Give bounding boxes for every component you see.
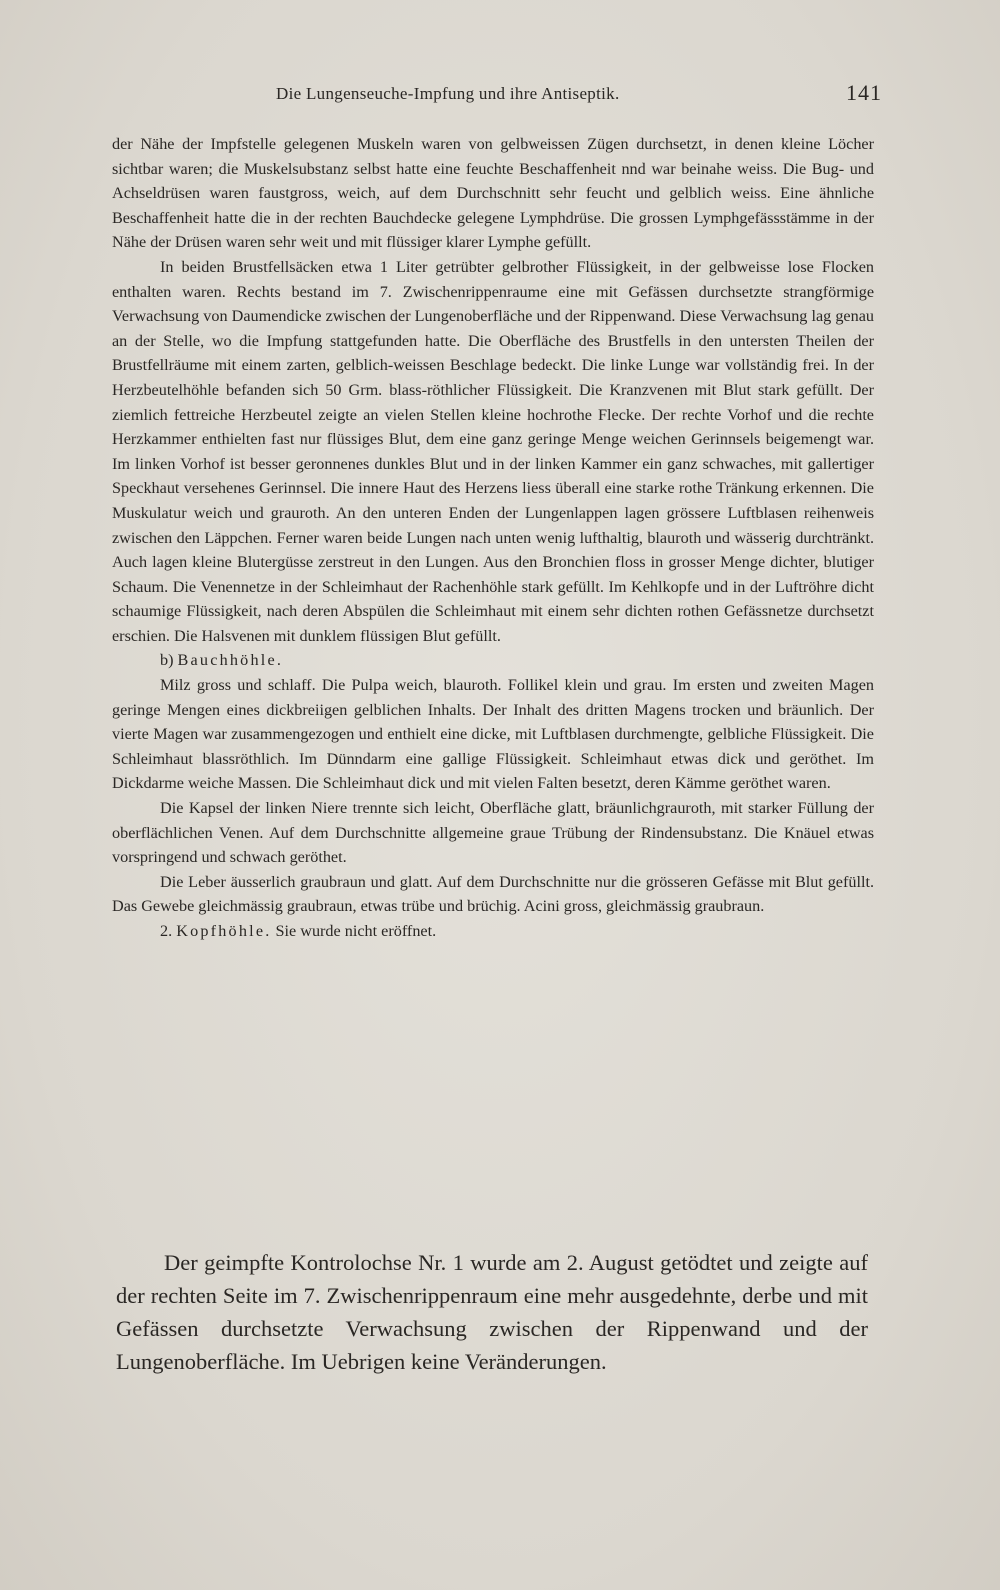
section-title-b: Bauchhöhle. <box>177 651 284 670</box>
section-text-2: Sie wurde nicht eröffnet. <box>275 922 437 940</box>
paragraph-4: Die Kapsel der linken Niere trennte sich leicht, Oberfläche glatt, bräunlichgrauroth, mit starker Füllung der oberflächlichen Venen. Auf dem Durchschnitte allgemeine graue Trübung der Rindensubstanz. Die Knäuel etwas vorspringend und schwach geröthet. <box>112 799 874 867</box>
paragraph-3: Milz gross und schlaff. Die Pulpa weich, blauroth. Follikel klein und grau. Im ersten und zweiten Magen geringe Mengen eines dickbreiigen gelblichen Inhalts. Der Inhalt des dritten Magens trocken und bräunlich. Der vierte Magen war zusammengezogen und enthielt eine dicke, mit Luftblasen durchmengte, gelbliche Flüssigkeit. Die Schleimhaut blassröthlich. Im Dünndarm eine gallige Flüssigkeit. Schleimhaut etwas dick und geröthet. Im Dickdarme weiche Massen. Die Schleimhaut dick und mit vielen Falten besetzt, deren Kämme geröthet waren. <box>112 676 874 793</box>
section-heading-2 <box>112 919 874 944</box>
section-label-2: 2. <box>160 922 173 940</box>
section-label-b: b) <box>160 651 174 670</box>
large-paragraph-block <box>116 1246 868 1378</box>
paragraph-2: In beiden Brustfellsäcken etwa 1 Liter getrübter gelbrother Flüssigkeit, in der gelbweisse lose Flocken enthalten waren. Rechts bestand im 7. Zwischenrippenraume eine mit Gefässen durchsetzte strangförmige Verwachsung von Daumendicke zwischen der Lungenoberfläche und der Rippenwand. Diese Verwachsung lag genau an der Stelle, wo die Impfung stattgefunden hatte. Die Oberfläche des Brustfells in den untersten Theilen der Brustfellräume mit einem zarten, gelblich-weissen Beschlage bedeckt. Die linke Lunge war vollständig frei. In der Herzbeutelhöhle befanden sich 50 Grm. blass-röthlicher Flüssigkeit. Die Kranzvenen mit Blut stark gefüllt. Der ziemlich fettreiche Herzbeutel zeigte an vielen Stellen kleine hochrothe Flecke. Der rechte Vorhof und die rechte Herzkammer enthielten fast nur flüssiges Blut, dem eine ganz geringe Menge weichen Gerinnsels beigemengt war. Im linken Vorhof ist besser geronnenes dunkles Blut und in der linken Kammer ein ganz schwaches, mit gallertiger Speckhaut versehenes Gerinnsel. Die innere Haut des Herzens liess überall eine starke rothe Tränkung erkennen. Die Muskulatur weich und grauroth. An den unteren Enden der Lungenlappen lagen grössere Luftblasen reihenweis zwischen den Läppchen. Ferner waren beide Lungen nach unten wenig lufthaltig, blauroth und wässerig durchtränkt. Auch lagen kleine Blutergüsse zerstreut in den Lungen. Aus den Bronchien floss in grosser Menge dichter, blutiger Schaum. Die Venennetze in der Schleimhaut der Rachenhöhle stark gefüllt. Im Kehlkopfe und in der Luftröhre dicht schaumige Flüssigkeit, nach deren Abspülen die Schleimhaut mit einem sehr dichten rothen Gefässnetze durchsetzt erschien. Die Halsvenen mit dunklem flüssigen Blut gefüllt. <box>112 257 874 645</box>
main-text <box>112 132 874 944</box>
paragraph-1: der Nähe der Impfstelle gelegenen Muskeln waren von gelbweissen Zügen durchsetzt, in denen kleine Löcher sichtbar waren; die Muskelsubstanz selbst hatte eine feuchte Beschaffenheit nnd war beinahe weiss. Die Bug- und Achseldrüsen waren faustgross, weich, auf dem Durchschnitt sehr feucht und gelblich weiss. Eine ähnliche Beschaffenheit hatte die in der rechten Bauchdecke gelegene Lymphdrüse. Die grossen Lymphgefässstämme in der Nähe der Drüsen waren sehr weit und mit flüssiger klarer Lymphe gefüllt. <box>112 135 874 252</box>
running-title: Die Lungenseuche-Impfung und ihre Antiseptik. <box>276 84 620 103</box>
paragraph-6: Der geimpfte Kontrolochse Nr. 1 wurde am 2. August getödtet und zeigte auf der rechten Seite im 7. Zwischenrippenraum eine mehr ausgedehnte, derbe und mit Gefässen durchsetzte Verwachsung zwischen der Rippenwand und der Lungenoberfläche. Im Uebrigen keine Veränderungen. <box>116 1250 868 1374</box>
page-number: 141 <box>846 80 882 105</box>
section-title-2: Kopfhöhle. <box>176 922 272 940</box>
page-header <box>112 80 882 114</box>
paragraph-5: Die Leber äusserlich graubraun und glatt. Auf dem Durchschnitte nur die grösseren Gefässe mit Blut gefüllt. Das Gewebe gleichmässig graubraun, etwas trübe und brüchig. Acini gross, gleichmässig graubraun. <box>112 872 874 916</box>
section-heading-b <box>112 648 874 673</box>
